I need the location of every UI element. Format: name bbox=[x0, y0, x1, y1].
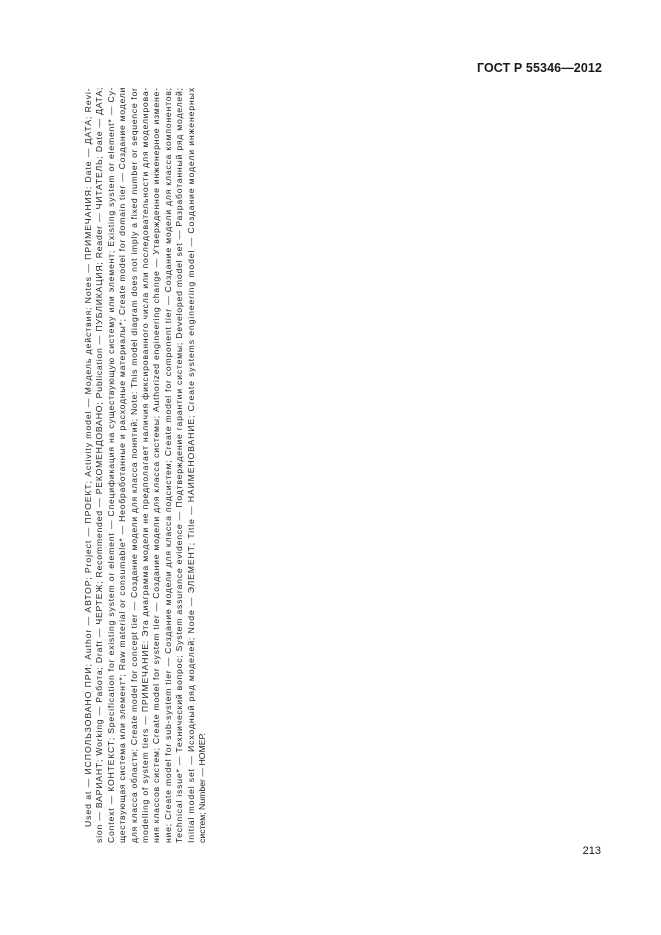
legend-line-3: Context — КОНТЕКСТ; Specification for existing system or element — Спецификация на существующую систему или элемент; Existing system or element* — Су- bbox=[105, 86, 116, 843]
legend-line-10: Initial model set — Исходный ряд моделей; Node — ЭЛЕМЕНТ; Title — НАИМЕНОВАНИЕ; Create systems engineering model — Создание модели инженерных bbox=[185, 87, 196, 843]
legend-line-11: систем; Number — НОМЕР. bbox=[197, 732, 208, 843]
legend-line-2: sion — ВАРИАНТ; Working — Работа; Draft — ЧЕРТЕЖ; Recommended — РЕКОМЕНДОВАНО; Publication — ПУБЛИКАЦИЯ; Reader — ЧИТАТЕЛЬ; Date — ДАТА; bbox=[94, 86, 105, 843]
legend-line-4: ществующая система или элемент*; Raw material or consumable* — Необработанные и расходные материалы*; Create model for domain tier — Создание модели bbox=[117, 86, 128, 843]
document-code-header: ГОСТ Р 55346—2012 bbox=[476, 61, 602, 75]
page-number: 213 bbox=[582, 845, 601, 857]
legend-line-5: для класса области; Create model for concept tier — Создание модели для класса понятий; Note: This model diagram does not imply a fixed number or sequence for bbox=[128, 87, 139, 843]
legend-line-7: ния классов систем; Create model for system tier — Создание модели для класса системы; Authorized engineering change — Утвержденное инженерное измене- bbox=[151, 87, 162, 843]
legend-line-1: Used at — ИСПОЛЬЗОВАНО ПРИ; Author — АВТОР; Project — ПРОЕКТ; Activity model — Модель действия; Notes — ПРИМЕЧАНИЯ; Date — ДАТА; Revi- bbox=[83, 87, 93, 827]
legend-line-6: modelling of system tiers — ПРИМЕЧАНИЕ: Эта диаграмма модели не предполагает наличия фиксированного числа или последовательности для моделирова- bbox=[140, 86, 151, 843]
legend-line-9: Technical issue* — Технический вопрос; System assurance evidence — Подтверждение гарантии системы; Developed model set — Разработанный ряд моделей; bbox=[174, 87, 185, 843]
legend-line-8: ние; Create model for sub-system tier — Создание модели для класса подсистем; Create model for component tier — Создание модели для класса компонентов; bbox=[162, 87, 173, 843]
legend-text-block bbox=[83, 88, 208, 843]
